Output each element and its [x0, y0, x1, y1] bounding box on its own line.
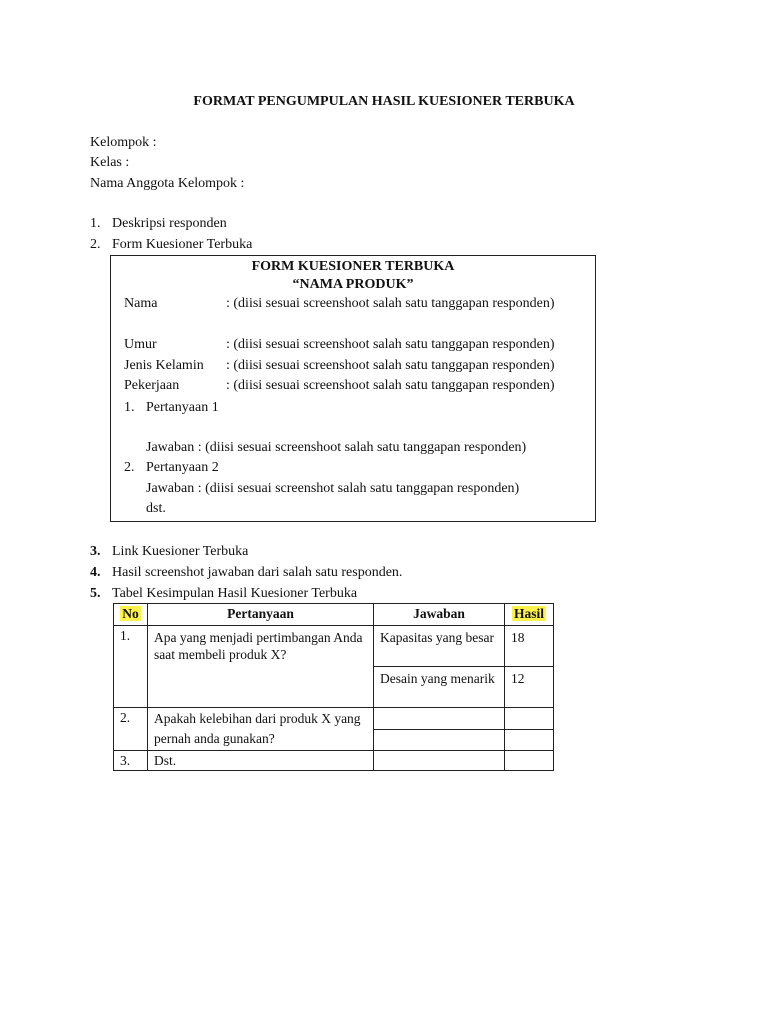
field-kelompok: Kelompok :: [90, 135, 157, 150]
form-field-nama: [124, 294, 555, 314]
cell-question: Apakah kelebihan dari produk X yang pernah anda gunakan?: [148, 708, 374, 751]
field-kelas: Kelas :: [90, 155, 130, 170]
form-kuesioner-box: [110, 255, 596, 522]
list-item: [90, 584, 357, 604]
list-text: Tabel Kesimpulan Hasil Kuesioner Terbuka: [112, 586, 358, 601]
field-value: : (diisi sesuai screenshoot salah satu tanggapan responden): [226, 296, 555, 311]
header-no: No: [114, 604, 148, 626]
cell-question: Apa yang menjadi pertimbangan Anda saat membeli produk X?: [148, 626, 374, 708]
table-row: [114, 626, 554, 667]
header-jawaban: Jawaban: [374, 604, 505, 626]
summary-table: [113, 603, 554, 771]
cell-result: 18: [505, 626, 554, 667]
form-field-umur: [124, 335, 555, 355]
form-answer-2: Jawaban : (diisi sesuai screenshot salah satu tanggapan responden): [146, 481, 520, 496]
question-text: Pertanyaan 2: [146, 460, 219, 475]
list-number: 5.: [90, 586, 101, 601]
form-field-pekerjaan: [124, 376, 555, 396]
form-answer-1: Jawaban : (diisi sesuai screenshoot salah satu tanggapan responden): [146, 440, 527, 455]
field-value: : (diisi sesuai screenshoot salah satu tanggapan responden): [226, 358, 555, 373]
cell-answer: Kapasitas yang besar: [374, 626, 505, 667]
cell-result: [505, 729, 554, 751]
form-product-name: “NAMA PRODUK”: [292, 277, 414, 292]
field-label: Umur: [124, 337, 157, 352]
form-question-2: [124, 458, 219, 478]
list-number: 4.: [90, 565, 101, 580]
cell-answer: Desain yang menarik: [374, 667, 505, 708]
list-text: Link Kuesioner Terbuka: [112, 544, 249, 559]
cell-question: Dst.: [148, 751, 374, 771]
list-item: [90, 542, 248, 562]
question-text: Pertanyaan 1: [146, 400, 219, 415]
list-text: Form Kuesioner Terbuka: [112, 237, 253, 252]
list-text: Hasil screenshot jawaban dari salah satu responden.: [112, 565, 403, 580]
cell-answer: [374, 708, 505, 730]
cell-no: 1.: [114, 626, 148, 708]
field-label: Jenis Kelamin: [124, 358, 204, 373]
cell-no: 3.: [114, 751, 148, 771]
table-row: [114, 751, 554, 771]
form-question-1: [124, 398, 219, 418]
header-hasil: Hasil: [505, 604, 554, 626]
table-row: [114, 708, 554, 730]
list-number: 2.: [124, 460, 135, 475]
list-item: [90, 235, 252, 255]
form-field-jenis-kelamin: [124, 356, 555, 376]
field-nama-anggota: Nama Anggota Kelompok :: [90, 176, 245, 191]
form-etc: dst.: [146, 501, 166, 516]
field-value: : (diisi sesuai screenshoot salah satu tanggapan responden): [226, 378, 555, 393]
header-pertanyaan: Pertanyaan: [148, 604, 374, 626]
list-number: 2.: [90, 237, 101, 252]
field-label: Nama: [124, 296, 158, 311]
field-label: Pekerjaan: [124, 378, 180, 393]
cell-result: [505, 708, 554, 730]
form-title: FORM KUESIONER TERBUKA: [251, 259, 455, 274]
list-number: 1.: [124, 400, 135, 415]
cell-answer: [374, 729, 505, 751]
cell-result: 12: [505, 667, 554, 708]
list-number: 1.: [90, 216, 101, 231]
list-item: [90, 563, 402, 583]
cell-no: 2.: [114, 708, 148, 751]
cell-result: [505, 751, 554, 771]
table-header-row: [114, 604, 554, 626]
list-text: Deskripsi responden: [112, 216, 227, 231]
list-item: [90, 214, 227, 234]
cell-answer: [374, 751, 505, 771]
list-number: 3.: [90, 544, 101, 559]
document-title: FORMAT PENGUMPULAN HASIL KUESIONER TERBUKA: [193, 94, 575, 109]
field-value: : (diisi sesuai screenshoot salah satu tanggapan responden): [226, 337, 555, 352]
